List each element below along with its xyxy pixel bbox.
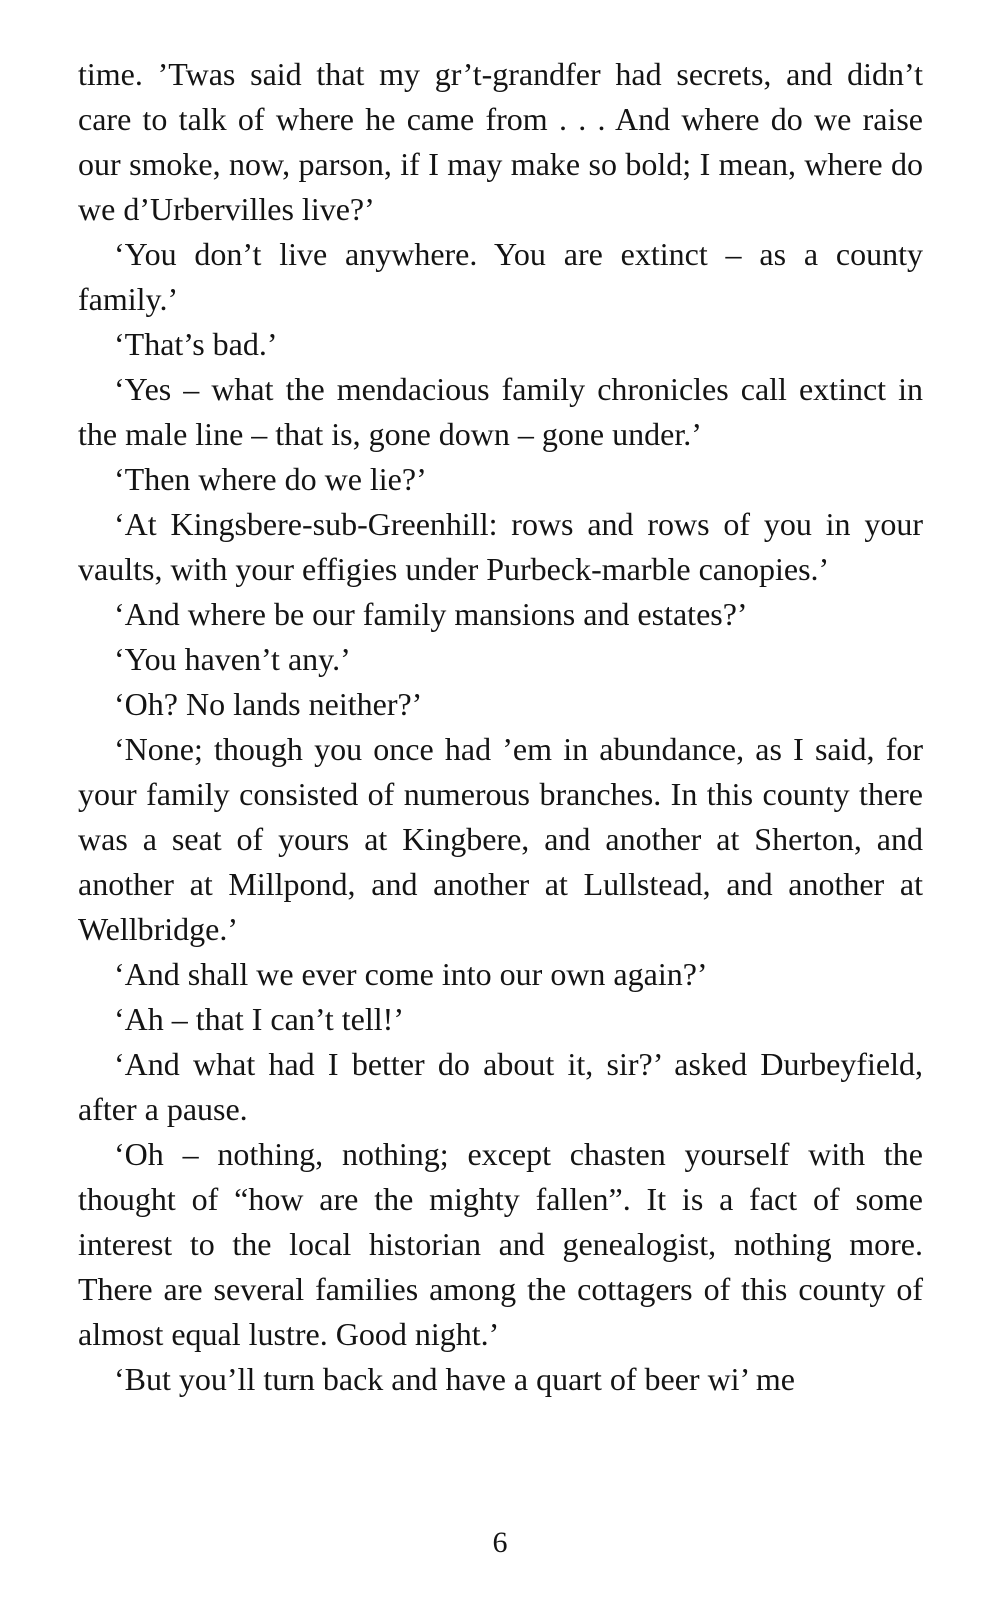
page-number: 6 [492,1526,508,1559]
paragraph-continuation: time. ’Twas said that my gr’t-grandfer had secrets, and didn’t care to talk of where he came from . . . And where do we raise our smoke, now, parson, if I may make so bold; I mean, where do we d’Urbervilles live?’ [78,56,923,227]
paragraph-dialogue: ‘And shall we ever come into our own again?’ [114,956,708,992]
paragraph-dialogue: ‘Ah – that I can’t tell!’ [114,1001,404,1037]
paragraph-dialogue: ‘You don’t live anywhere. You are extinct – as a county family.’ [78,236,923,317]
paragraph-dialogue: ‘And what had I better do about it, sir?’ asked Durbeyfield, after a pause. [78,1046,923,1127]
paragraph-dialogue: ‘Oh? No lands neither?’ [114,686,423,722]
paragraph-dialogue: ‘Oh – nothing, nothing; except chasten yourself with the thought of “how are the mighty fallen”. It is a fact of some interest to the local historian and genealogist, nothing more. There are several families among the cottagers of this county of almost equal lustre. Good night.’ [78,1136,923,1352]
book-page-text [78,52,923,1402]
paragraph-dialogue: ‘Then where do we lie?’ [114,461,427,497]
paragraph-dialogue: ‘You haven’t any.’ [114,641,351,677]
paragraph-dialogue: ‘And where be our family mansions and estates?’ [114,596,748,632]
paragraph-dialogue: ‘But you’ll turn back and have a quart of beer wi’ me [114,1361,795,1397]
paragraph-dialogue: ‘Yes – what the mendacious family chronicles call extinct in the male line – that is, gone down – gone under.’ [78,371,923,452]
paragraph-dialogue: ‘That’s bad.’ [114,326,278,362]
paragraph-dialogue: ‘None; though you once had ’em in abundance, as I said, for your family consisted of numerous branches. In this county there was a seat of yours at Kingbere, and another at Sherton, and another at Millpond, and another at Lullstead, and another at Wellbridge.’ [78,731,923,947]
paragraph-dialogue: ‘At Kingsbere-sub-Greenhill: rows and rows of you in your vaults, with your effigies under Purbeck-marble canopies.’ [78,506,923,587]
